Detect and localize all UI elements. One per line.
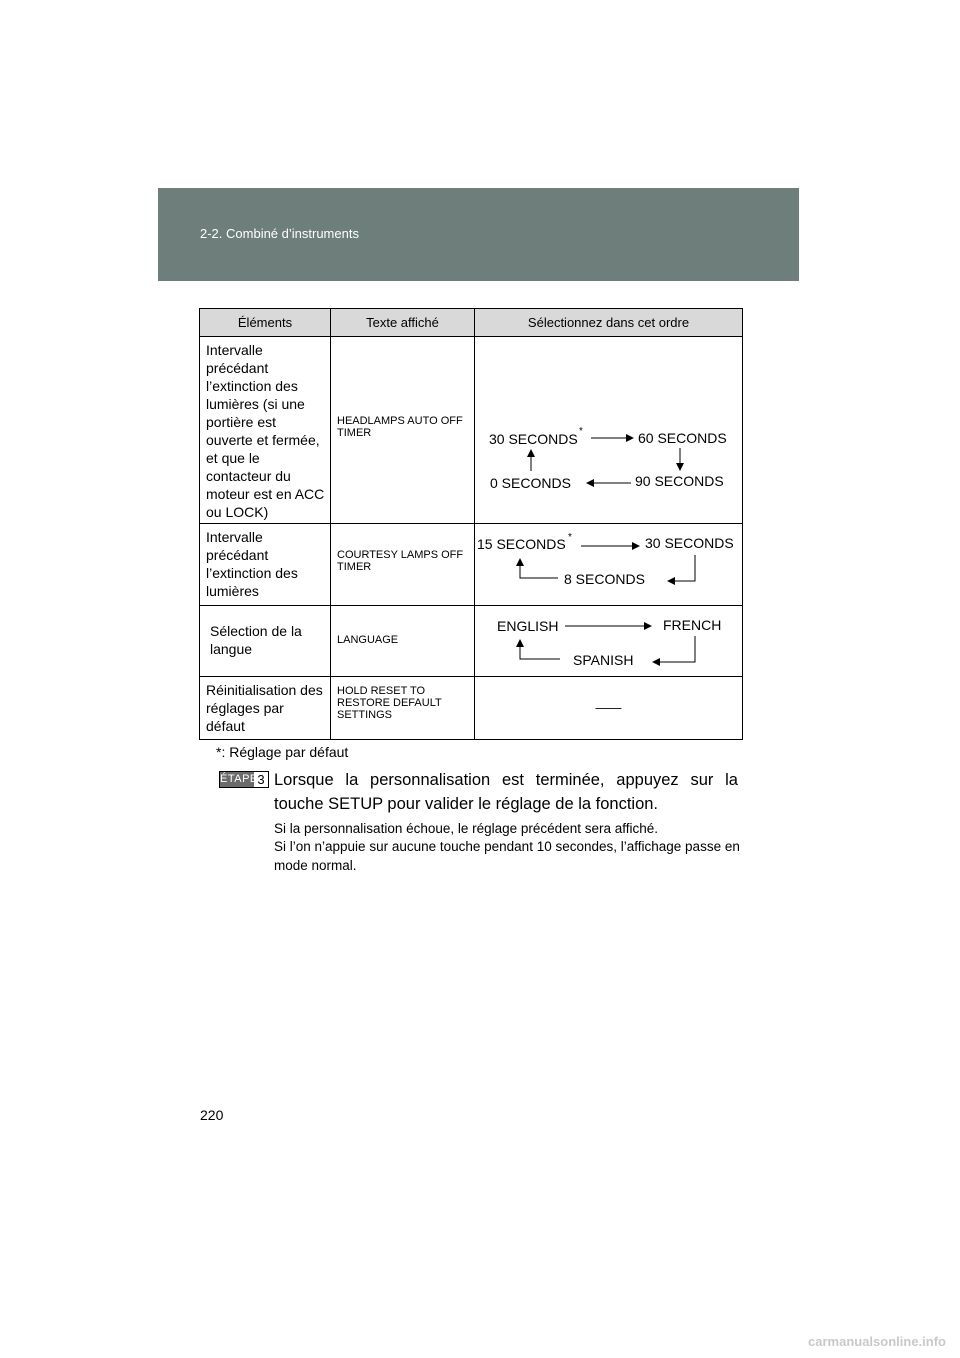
step-instruction: Lorsque la personnalisation est terminée, appuyez sur la touche SETUP pour valider le réglage de la fonction. xyxy=(274,771,738,813)
option-label: 30 SECONDS xyxy=(489,431,578,447)
display-text-cell xyxy=(331,606,475,677)
option-label: 90 SECONDS xyxy=(635,473,724,489)
note-line: Si l’on n’appuie sur aucune touche pendant 10 secondes, l’affichage passe en mode normal. xyxy=(274,839,740,873)
step-badge-label: ÉTAPE xyxy=(220,773,258,785)
option-label: 0 SECONDS xyxy=(490,475,571,491)
item-cell: Intervalle précédant l’extinction des lumières xyxy=(200,524,331,606)
table-row xyxy=(200,677,743,740)
page-number: 220 xyxy=(200,1107,224,1123)
watermark: carmanualsonline.info xyxy=(808,1334,946,1349)
table-row xyxy=(200,606,743,677)
no-options-dash: —— xyxy=(595,700,622,715)
option-label: 8 SECONDS xyxy=(564,571,645,587)
column-header-order: Sélectionnez dans cet ordre xyxy=(475,309,743,337)
step-badge xyxy=(219,771,269,788)
table-row xyxy=(200,337,743,524)
default-marker: * xyxy=(568,532,572,543)
default-marker: * xyxy=(579,426,583,437)
order-cell xyxy=(475,606,743,677)
option-label: 15 SECONDS xyxy=(477,536,566,552)
display-text: HOLD RESET TO RESTORE DEFAULT SETTINGS xyxy=(337,685,442,721)
item-text: Sélection de la langue xyxy=(210,623,302,657)
order-diagram-headlamps xyxy=(475,337,743,524)
option-label: FRENCH xyxy=(663,617,722,633)
item-cell: Réinitialisation des réglages par défaut xyxy=(200,677,331,740)
footnote: *: Réglage par défaut xyxy=(216,744,349,760)
display-text: LANGUAGE xyxy=(337,634,399,646)
option-label: ENGLISH xyxy=(497,618,559,634)
arrow xyxy=(668,555,695,581)
order-cell xyxy=(475,337,743,524)
table-header-row xyxy=(200,309,743,337)
column-header-display: Texte affiché xyxy=(331,309,475,337)
section-title: 2-2. Combiné d’instruments xyxy=(200,226,359,241)
arrow xyxy=(520,640,560,659)
step-badge-number: 3 xyxy=(257,772,265,787)
display-text-cell xyxy=(331,337,475,524)
option-label: SPANISH xyxy=(573,652,634,668)
option-label: 60 SECONDS xyxy=(638,430,727,446)
order-cell xyxy=(475,677,743,740)
note-line: Si la personnalisation échoue, le réglage précédent sera affiché. xyxy=(274,821,659,836)
item-cell: Intervalle précédant l’extinction des lumières (si une portière est ouverte et fermée, et que le contacteur du moteur est en ACC ou LOCK) xyxy=(200,337,331,524)
arrow xyxy=(653,636,695,662)
table-row xyxy=(200,524,743,606)
option-label: 30 SECONDS xyxy=(645,535,734,551)
order-diagram-courtesy xyxy=(475,524,743,606)
order-cell xyxy=(475,524,743,606)
column-header-items: Éléments xyxy=(200,309,331,337)
item-cell xyxy=(200,606,331,677)
order-diagram-language xyxy=(475,606,743,677)
display-text: HEADLAMPS AUTO OFF TIMER xyxy=(337,415,463,439)
display-text: COURTESY LAMPS OFF TIMER xyxy=(337,549,464,573)
display-text-cell xyxy=(331,524,475,606)
arrow xyxy=(520,559,558,578)
display-text-cell xyxy=(331,677,475,740)
settings-table xyxy=(199,308,743,740)
